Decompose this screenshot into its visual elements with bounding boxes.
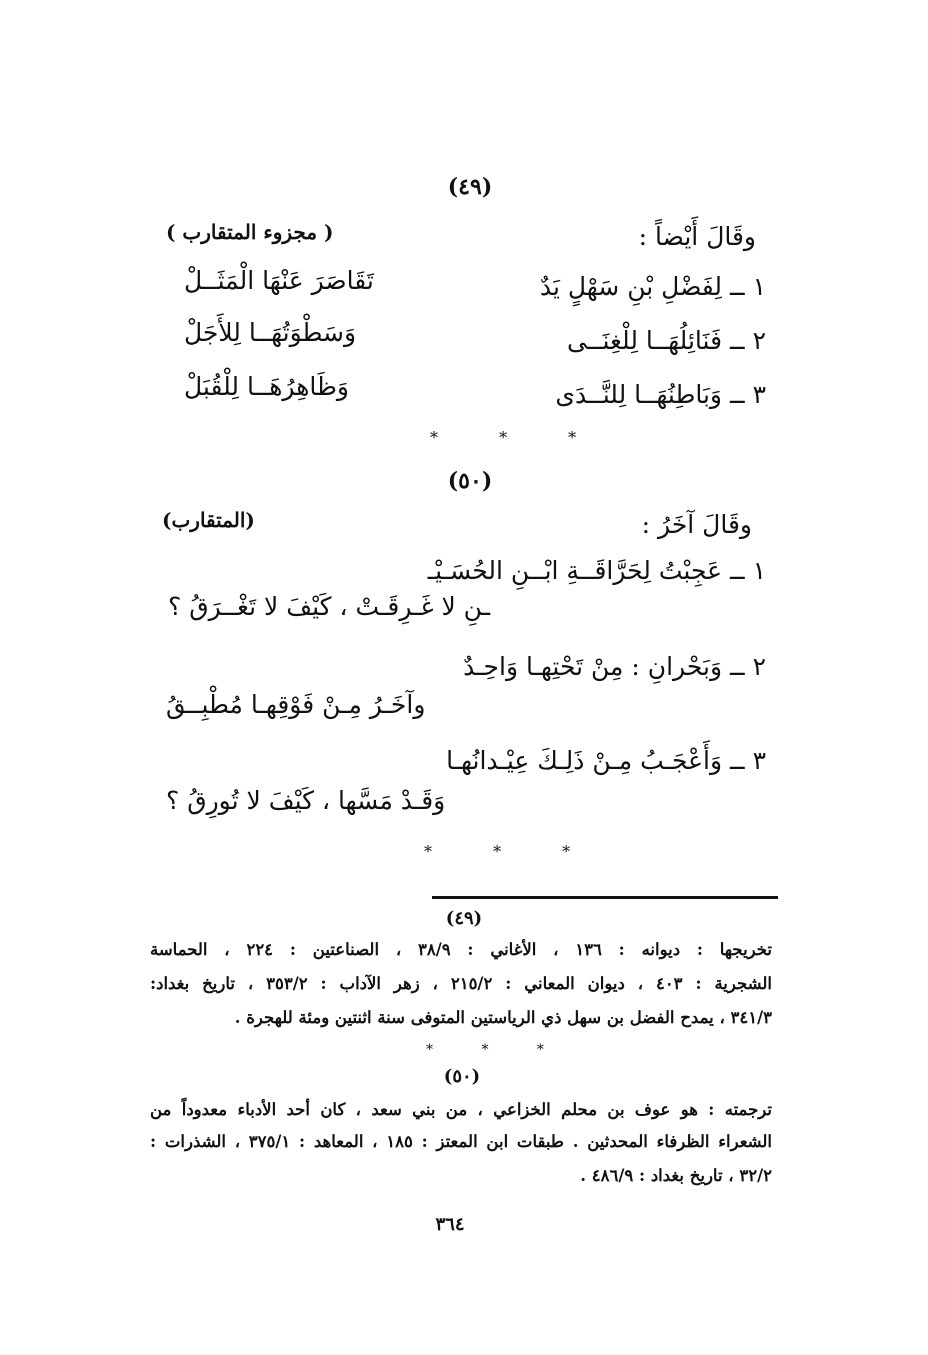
poem-49-verse-3-first: ٣ ــ وَبَاطِنُهَــا لِلنَّــدَى [555, 380, 766, 409]
poem-49-verse-2-second: وَسَطْوَتُهَــا لِلأَجَلْ [184, 318, 357, 347]
footnote-49-line-3: ٣٤١/٣ ، يمدح الفضل بن سهل ذي الرياستين المتوفى سنة اثنتين ومئة للهجرة . [234, 1008, 772, 1027]
footnote-50-line-3: ٣٢/٢ ، تاريخ بغداد : ٤٨٦/٩ . [580, 1166, 772, 1185]
poem-49-verse-2-first: ٢ ــ فَنَائِلُهَــا لِلْغِنَــى [566, 326, 766, 355]
footnote-separator [432, 896, 778, 899]
footnote-50-line-1: ترجمته : هو عوف بن محلم الخزاعي ، من بني سعد ، كان أحد الأدباء معدوداً من [150, 1100, 772, 1119]
poem-50-verse-3-second: وَقَـدْ مَسَّها ، كَيْفَ لا تُورِقُ ؟ [166, 786, 446, 815]
poem-50-meter: (المتقارب) [162, 508, 255, 532]
poem-50-verse-2-first: ٢ ــ وَبَحْرانِ : مِنْ تَحْتِهـا وَاحِـدٌ [463, 652, 766, 681]
poem-49-meter: ( مجزوء المتقارب ) [166, 220, 334, 244]
poem-50-verse-1-first: ١ ــ عَجِبْتُ لِحَرَّاقَــةِ ابْــنِ الحُسَـيْـ [427, 556, 766, 585]
poem-50-verse-3-first: ٣ ــ وَأَعْجَـبُ مِـنْ ذَلِـكَ عِيْـدانُهـا [446, 746, 766, 775]
page-number: ٣٦٤ [435, 1214, 465, 1235]
poem-50-verse-2-second: وآخَـرُ مِـنْ فَوْقِهـا مُطْبِــقُ [166, 690, 426, 719]
footnote-49-stars: * * * [426, 1042, 566, 1058]
poem-50-stars: * * * [424, 842, 599, 861]
poem-49-verse-3-second: وَظَاهِرُهَــا لِلْقُبَلْ [184, 372, 349, 401]
poem-50-intro: وقَالَ آخَرُ : [641, 510, 752, 539]
footnote-49-line-1: تخريجها : ديوانه : ١٣٦ ، الأغاني : ٣٨/٩ ، الصناعتين : ٢٢٤ ، الحماسة [150, 940, 773, 959]
footnote-50-line-2: الشعراء الظرفاء المحدثين . طبقات ابن المعتز : ١٨٥ ، المعاهد : ٣٧٥/١ ، الشذرات : [150, 1132, 772, 1151]
poem-49-number: (٤٩) [447, 174, 493, 200]
footnote-49-line-2: الشجرية : ٤٠٣ ، ديوان المعاني : ٢١٥/٢ ، زهر الآداب : ٣٥٣/٢ ، تاريخ بغداد: [150, 974, 772, 993]
poem-50-verse-1-second: ـنِ لا غَـرِقَـتْ ، كَيْفَ لا تَغْــرَقُ ؟ [168, 592, 491, 621]
footnote-50-number: (٥٠) [443, 1066, 481, 1087]
poem-49-stars: * * * [430, 428, 605, 447]
poem-50-number: (٥٠) [447, 468, 493, 494]
poem-49-intro: وقَالَ أَيْضاً : [638, 222, 756, 251]
poem-49-verse-1-first: ١ ــ لِفَضْلِ بْنِ سَهْلٍ يَدٌ [539, 272, 766, 301]
footnote-49-number: (٤٩) [445, 908, 483, 929]
poem-49-verse-1-second: تَقَاصَرَ عَنْهَا الْمَثَــلْ [184, 266, 374, 295]
